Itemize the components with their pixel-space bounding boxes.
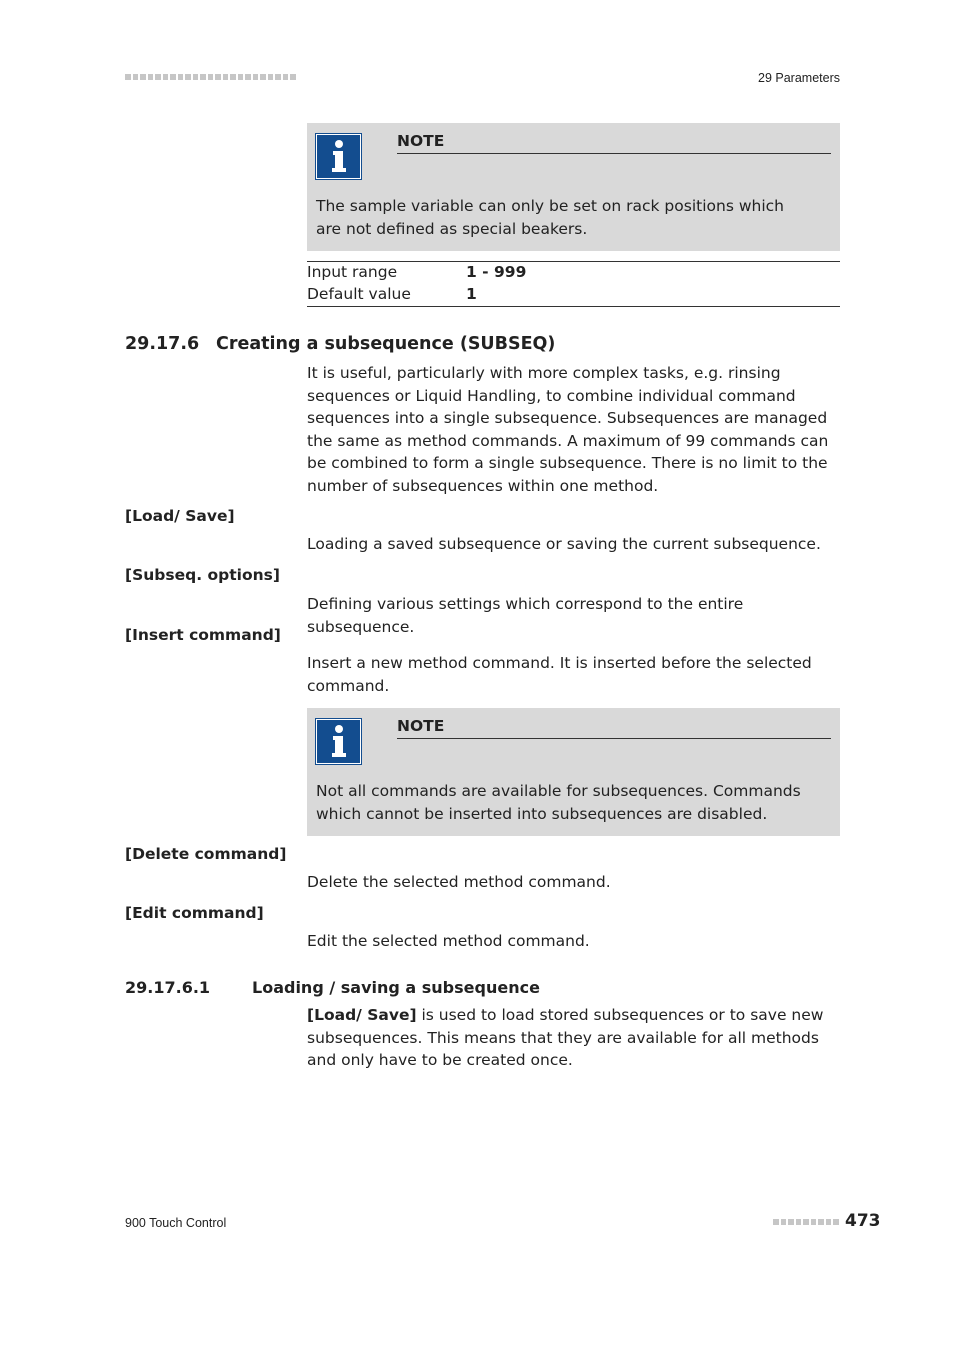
page-number: 473	[845, 1211, 881, 1231]
subsection-number: 29.17.6.1	[125, 978, 211, 997]
subsection-title: Loading / saving a subsequence	[252, 978, 540, 997]
section-title: Creating a subsequence (SUBSEQ)	[216, 334, 556, 354]
note-box	[307, 708, 840, 836]
footer-product: 900 Touch Control	[125, 1216, 227, 1230]
subsection-text	[307, 1004, 840, 1072]
desc-subseq-options: Defining various settings which correspond to the entire subsequence.	[307, 595, 744, 636]
term-insert-command: [Insert command]	[125, 626, 281, 644]
param-key: Input range	[307, 263, 398, 281]
param-row-default-value	[307, 284, 840, 306]
note-text: Not all commands are available for subsequences. Commands which cannot be inserted into subsequences are disabled.	[316, 782, 801, 823]
desc-edit-command: Edit the selected method command.	[307, 932, 590, 950]
note-box	[307, 123, 840, 251]
term-edit-command: [Edit command]	[125, 904, 264, 922]
note-title: NOTE	[397, 132, 831, 154]
desc-load-save: Loading a saved subsequence or saving the current subsequence.	[307, 535, 821, 553]
term-subseq-options: [Subseq. options]	[125, 566, 280, 584]
info-icon	[316, 134, 361, 179]
param-value: 1 - 999	[466, 263, 527, 281]
parameter-table	[307, 261, 840, 307]
desc-delete-command: Delete the selected method command.	[307, 873, 611, 891]
header-chapter: 29 Parameters	[758, 71, 840, 85]
note-title: NOTE	[397, 717, 831, 739]
info-icon	[316, 719, 361, 764]
section-number: 29.17.6	[125, 334, 200, 354]
desc-insert-command: Insert a new method command. It is inserted before the selected command.	[307, 654, 812, 695]
section-intro: It is useful, particularly with more complex tasks, e.g. rinsing sequences or Liquid Handling, to combine individual command sequences into a single subsequence. Subsequences are managed the same as method commands. A maximum of 99 commands can be combined to form a single subsequence. There is no limit to the number of subsequences within one method.	[307, 364, 829, 495]
term-delete-command: [Delete command]	[125, 845, 287, 863]
param-value: 1	[466, 285, 477, 303]
note-text: The sample variable can only be set on rack positions which are not defined as special beakers.	[316, 197, 784, 238]
header-decoration	[125, 74, 296, 80]
param-row-input-range	[307, 262, 840, 284]
subsection-bold-lead: [Load/ Save]	[307, 1006, 417, 1024]
term-load-save: [Load/ Save]	[125, 507, 235, 525]
footer-decoration	[773, 1219, 839, 1225]
subsection-body: is used to load stored subsequences or to save new subsequences. This means that they are available for all methods and only have to be created once.	[307, 1006, 824, 1069]
param-key: Default value	[307, 285, 411, 303]
